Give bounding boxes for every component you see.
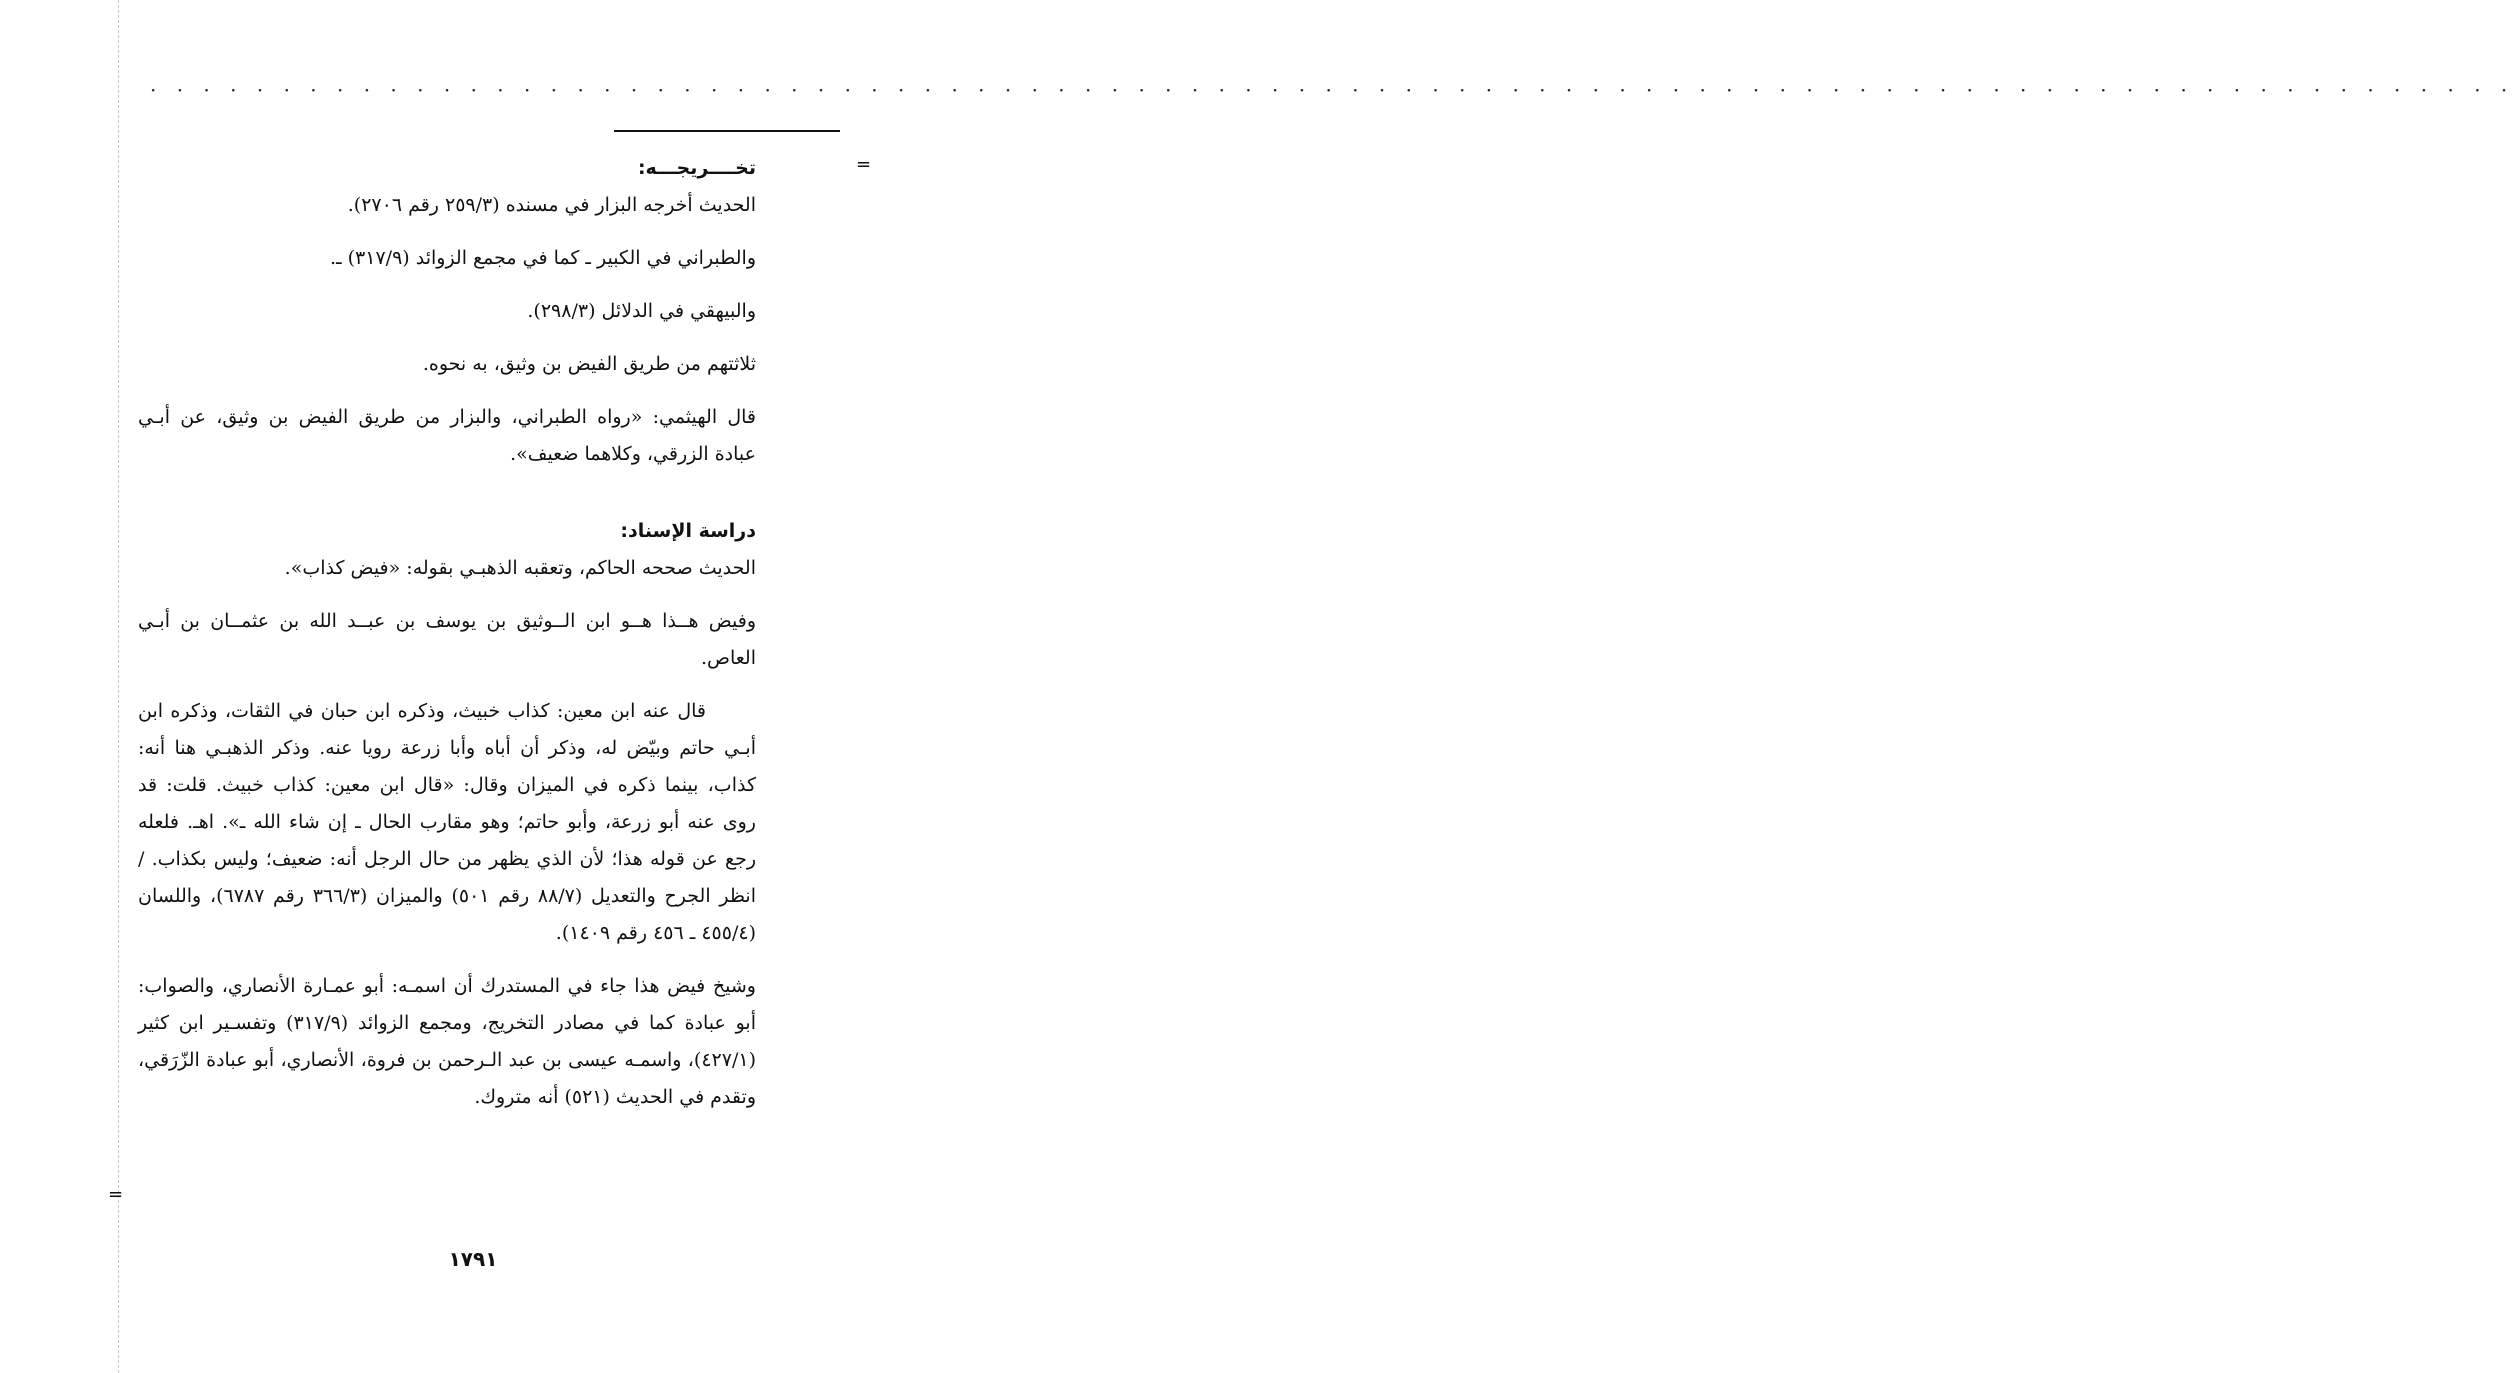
page-body — [138, 150, 756, 1116]
isnad-paragraph-3: قال عنه ابن معين: كذاب خبيث، وذكره ابن حبان في الثقات، وذكره ابن أبـي حاتم وبيّض له، وذكر أن أباه وأبا زرعة رويا عنه. وذكر الذهبـي هنا أنه: كذاب، بينما ذكره في الميزان وقال: «قال ابن معين: كذاب خبيث. قلت: قد روى عنه أبو زرعة، وأبو حاتم؛ وهو مقارب الحال ـ إن شاء الله ـ». اهـ. فلعله رجع عن قوله هذا؛ لأن الذي يظهر من حال الرجل أنه: ضعيف؛ وليس بكذاب. / انظر الجرح والتعديل (٨٨/٧ رقم ٥٠١) والميزان (٣٦٦/٣ رقم ٦٧٨٧)، واللسان (٤٥٥/٤ ـ ٤٥٦ رقم ١٤٠٩). — [138, 700, 756, 944]
section-rule — [614, 130, 840, 132]
dot-leader: · · · · · · · · · · · · · · · · · · · · · · · · · · · · · · · · · · · · · · · · · · · · · · · · · · · · · · · · · · · · · · · · · · · · · · · · · · · · · · · · · · · · · · · · · — [150, 78, 2514, 102]
isnad-paragraph-2: وفيض هــذا هــو ابن الــوثيق بن يوسف بن عبــد الله بن عثمــان بن أبـي العاص. — [138, 610, 756, 669]
isnad-heading: دراسة الإسناد: — [620, 520, 756, 542]
takhrij-line-3: والبيهقي في الدلائل (٢٩٨/٣). — [527, 300, 756, 322]
margin-guide-line — [118, 0, 119, 1373]
isnad-paragraph-4: وشيخ فيض هذا جاء في المستدرك أن اسمـه: أبو عمـارة الأنصاري، والصواب: أبو عبادة كما في مصادر التخريج، ومجمع الزوائد (٣١٧/٩) وتفسـير ابن كثير (٤٢٧/١)، واسمـه عيسى بن عبد الـرحمن بن فروة، الأنصاري، أبو عبادة الزّرَقي، وتقدم في الحديث (٥٢١) أنه متروك. — [138, 975, 756, 1108]
edge-mark-bottom: = — [108, 1184, 124, 1205]
haythami-quote: قال الهيثمي: «رواه الطبراني، والبزار من طريق الفيض بن وثيق، عن أبـي عبادة الزرقي، وكلاهما ضعيف». — [138, 406, 756, 465]
takhrij-line-1: الحديث أخرجه البزار في مسنده (٢٥٩/٣ رقم ٢٧٠٦). — [347, 194, 756, 216]
takhrij-line-2: والطبراني في الكبير ـ كما في مجمع الزوائد (٣١٧/٩) ـ. — [329, 247, 756, 269]
page-number: ١٧٩١ — [448, 1247, 498, 1271]
edge-mark-top: = — [856, 154, 872, 175]
takhrij-heading: تخــــريجـــه: — [637, 157, 756, 179]
takhrij-line-4: ثلاثتهم من طريق الفيض بن وثيق، به نحوه. — [422, 353, 756, 375]
isnad-paragraph-1: الحديث صححه الحاكم، وتعقبه الذهبـي بقوله: «فيض كذاب». — [284, 557, 756, 579]
